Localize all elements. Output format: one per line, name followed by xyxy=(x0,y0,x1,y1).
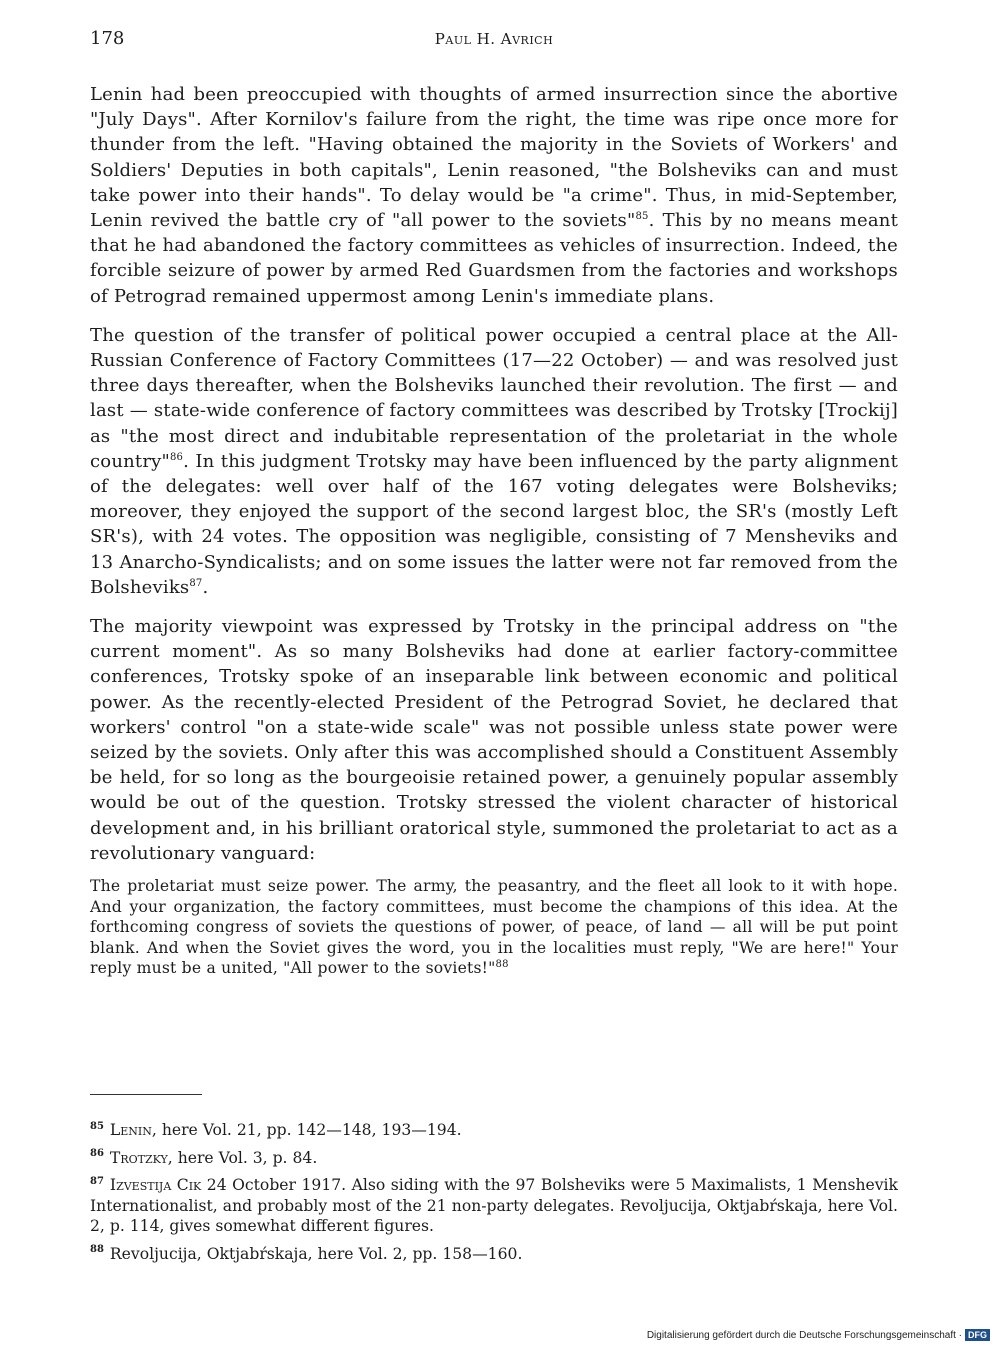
paragraph-2-text-a: The question of the transfer of political power occupied a central place at the All-Russian Conference of Factory Committees (17—22 October) — and was resolved just three days thereafter, when the Bolsheviks launched their revolution. The first — and last — state-wide conference of factory committees was described by Trotsky [Trockij] as "the most direct and indubitable representation of the proletariat in the whole country" xyxy=(90,324,898,472)
page-header xyxy=(90,28,898,56)
footnotes xyxy=(90,1120,898,1271)
paragraph-1-text-b: . This by no means meant that he had abandoned the factory committees as vehicles of insurrection. Indeed, the forcible seizure of power by armed Red Guardsmen from the factories and workshops of Petrograd remained uppermost among Lenin's immediate plans. xyxy=(90,210,899,307)
footnote-number: 85 xyxy=(90,1120,104,1132)
footnote-text: , here Vol. 3, p. 84. xyxy=(167,1148,318,1167)
dfg-logo-icon: DFG xyxy=(965,1329,990,1341)
footnote-85 xyxy=(90,1120,898,1141)
body-text xyxy=(90,82,898,979)
footnote-ref-87[interactable]: 87 xyxy=(189,577,203,589)
footnote-text: , here Vol. 21, pp. 142—148, 193—194. xyxy=(151,1121,462,1139)
block-quote xyxy=(90,876,898,979)
footnote-ref-88[interactable]: 88 xyxy=(495,958,509,970)
footnote-88 xyxy=(90,1244,898,1265)
paragraph-2-text-b: . In this judgment Trotsky may have been influenced by the party alignment of the delegates: well over half of the 167 voting delegates were Bolsheviks; moreover, they enjoyed the support of the second largest bloc, the SR's (mostly Left SR's), with 24 votes. The opposition was negligible, consisting of 7 Mensheviks and 13 Anarcho-Syndicalists; and on some issues the latter were not far removed from the Bolsheviks xyxy=(90,450,898,598)
footnote-number: 88 xyxy=(90,1244,104,1256)
running-head: Paul H. Avrich xyxy=(434,30,554,48)
footnote-number: 87 xyxy=(90,1175,104,1187)
footnote-text: 24 October 1917. Also siding with the 97 Bolsheviks were 5 Maximalists, 1 Menshevik Internationalist, and probably most of the 21 non-party delegates. Revoljucija, Oktjabŕskaja, here Vol. 2, p. 114, gives somewhat different figures. xyxy=(90,1176,898,1235)
footnote-ref-85[interactable]: 85 xyxy=(635,211,649,223)
footnote-ref-86[interactable]: 86 xyxy=(170,451,184,463)
footnote-divider xyxy=(90,1094,202,1095)
paragraph-2 xyxy=(90,323,898,600)
paragraph-1-text-a: Lenin had been preoccupied with thoughts of armed insurrection since the abortive "July Days". After Kornilov's failure from the right, the time was ripe once more for thunder from the left. "Having obtained the majority in the Soviets of Workers' and Soldiers' Deputies in both capitals", Lenin reasoned, "the Bolsheviks can and must take power into their hands". To delay would be "a crime". Thus, in mid-September, Lenin revived the battle cry of "all power to the soviets" xyxy=(90,84,898,232)
footnote-author: Lenin xyxy=(109,1121,152,1139)
block-quote-text: The proletariat must seize power. The army, the peasantry, and the fleet all look to it with hope. And your organization, the factory committees, must become the champions of this idea. At the forthcoming congress of soviets the questions of power, of peace, of land — all will be put point blank. And when the Soviet gives the word, you in the localities must reply, "We are here!" Your reply must be a united, "All power to the soviets!" xyxy=(90,877,898,978)
paragraph-1 xyxy=(90,82,898,309)
footnote-87 xyxy=(90,1175,898,1237)
footnote-86 xyxy=(90,1148,898,1169)
footnote-text: Revoljucija, Oktjabŕskaja, here Vol. 2, pp. 158—160. xyxy=(109,1244,523,1263)
paragraph-3: The majority viewpoint was expressed by Trotsky in the principal address on "the current moment". As so many Bolsheviks had done at earlier factory-committee conferences, Trotsky spoke of an inseparable link between economic and political power. As the recently-elected President of the Petrograd Soviet, he declared that workers' control "on a state-wide scale" was not possible unless state power were seized by the soviets. Only after this was accomplished should a Constituent Assembly be held, for so long as the bourgeoisie retained power, a genuinely popular assembly would be out of the question. Trotsky stressed the violent character of historical development and, in his brilliant oratorical style, summoned the proletariat to act as a revolutionary vanguard: xyxy=(90,616,898,864)
footnote-author: Trotzky xyxy=(109,1148,168,1167)
footnote-number: 86 xyxy=(90,1148,104,1160)
funding-notice xyxy=(647,1329,990,1341)
page-number: 178 xyxy=(90,28,125,49)
funding-text: Digitalisierung gefördert durch die Deutsche Forschungsgemeinschaft · xyxy=(646,1329,962,1341)
paragraph-2-text-c: . xyxy=(202,576,209,598)
footnote-author: Izvestija Cik xyxy=(109,1176,202,1194)
